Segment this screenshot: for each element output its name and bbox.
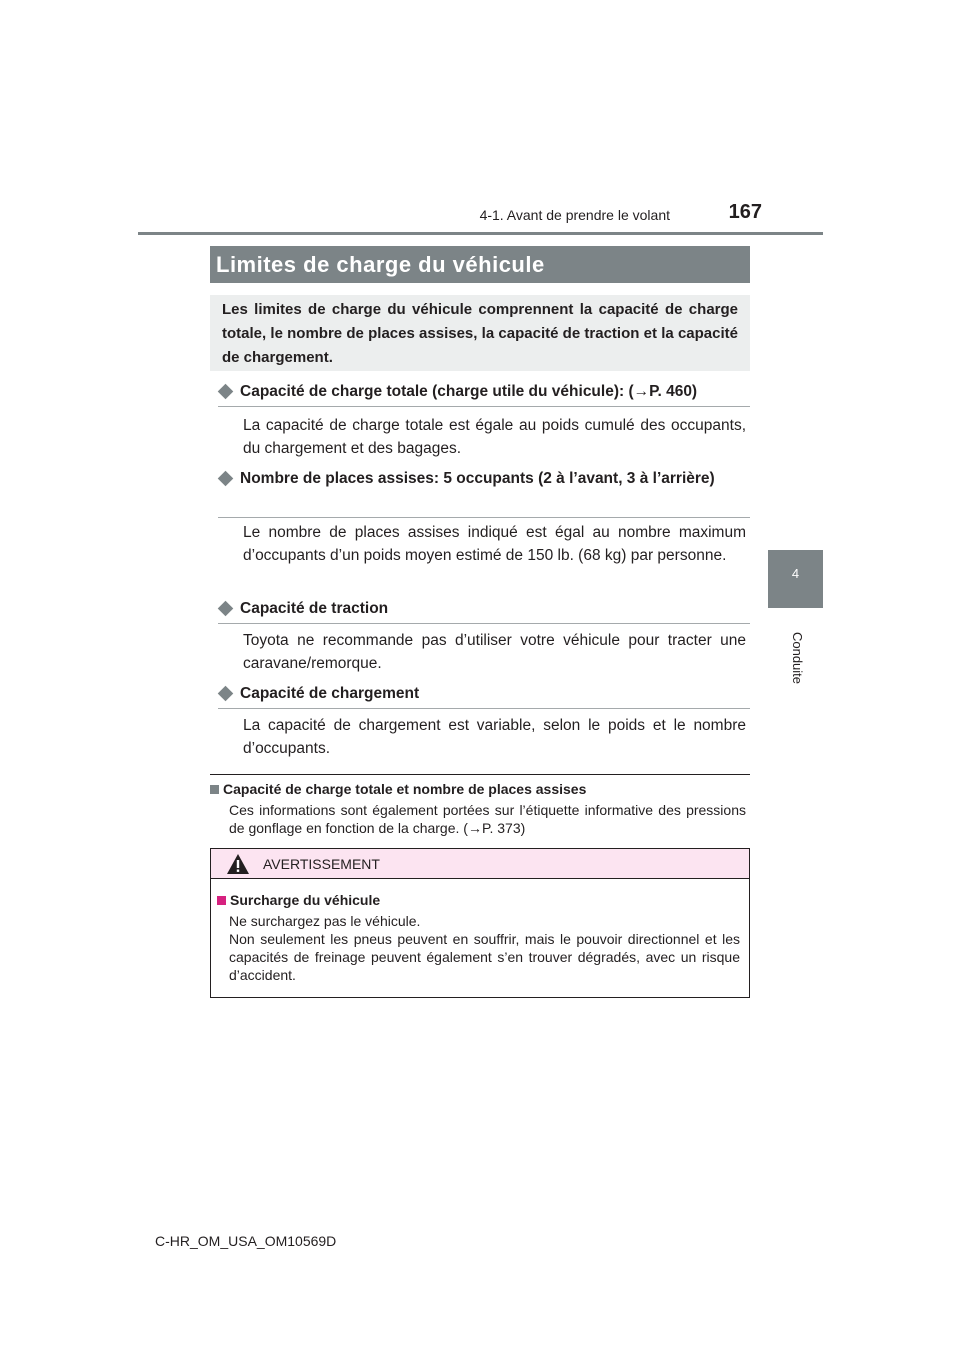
- section-body-towing: Toyota ne recommande pas d’utiliser votre véhicule pour tracter une caravane/remorque.: [243, 632, 746, 672]
- section-body-cargo: La capacité de chargement est variable, selon le poids et le nombre d’occupants.: [243, 717, 746, 757]
- note-heading-text: Capacité de charge totale et nombre de places assises: [223, 781, 587, 797]
- note-body: Ces informations sont également portées sur l’étiquette informative des pressions de gonflage en fonction de la charge. (→P. 373): [229, 802, 746, 836]
- section-heading-cargo: [218, 682, 750, 709]
- note-divider: [210, 774, 750, 775]
- warning-box: [210, 848, 750, 998]
- section-divider: [218, 517, 750, 518]
- diamond-bullet-icon: [218, 686, 234, 702]
- square-bullet-icon: [217, 896, 226, 905]
- section-heading-text: Capacité de charge totale (charge utile du véhicule): (→P. 460): [240, 383, 698, 400]
- chapter-label: Conduite: [790, 631, 805, 685]
- warning-subheading-text: Surcharge du véhicule: [230, 892, 381, 908]
- chapter-tab: [768, 550, 823, 608]
- warning-header: [211, 849, 749, 879]
- warning-title: AVERTISSEMENT: [263, 856, 380, 872]
- diamond-bullet-icon: [218, 384, 234, 400]
- section-heading-total-capacity: [218, 380, 750, 407]
- warning-subheading: [217, 892, 380, 908]
- square-bullet-icon: [210, 785, 219, 794]
- section-heading-towing: [218, 597, 750, 624]
- section-heading-text: Capacité de chargement: [240, 685, 420, 702]
- document-code: C-HR_OM_USA_OM10569D: [155, 1233, 337, 1249]
- note-heading: [210, 781, 750, 797]
- intro-box: [210, 295, 750, 371]
- section-heading-seating: [218, 467, 750, 493]
- section-body-total-capacity: La capacité de charge totale est égale au poids cumulé des occupants, du chargement et des bagages.: [243, 417, 746, 457]
- warning-triangle-icon: [226, 853, 250, 875]
- diamond-bullet-icon: [218, 601, 234, 617]
- page-title: Limites de charge du véhicule: [210, 246, 750, 283]
- chapter-number: 4: [791, 566, 800, 581]
- diamond-bullet-icon: [218, 471, 234, 487]
- page-number: 167: [728, 201, 762, 223]
- header-section-title: 4-1. Avant de prendre le volant: [479, 207, 670, 223]
- warning-line-1: Ne surchargez pas le véhicule.: [229, 913, 421, 929]
- header-divider: [138, 232, 823, 235]
- section-heading-text: Nombre de places assises: 5 occupants (2 à l’avant, 3 à l’arrière): [240, 470, 715, 487]
- section-body-seating: Le nombre de places assises indiqué est égal au nombre maximum d’occupants d’un poids moyen estimé de 150 lb. (68 kg) par personne.: [243, 524, 746, 564]
- warning-line-2: Non seulement les pneus peuvent en souffrir, mais le pouvoir directionnel et les capacités de freinage peuvent également s’en trouver dégradés, avec un risque d’accident.: [229, 931, 740, 983]
- section-heading-text: Capacité de traction: [240, 600, 389, 617]
- warning-text: [229, 912, 740, 984]
- intro-text: Les limites de charge du véhicule comprennent la capacité de charge totale, le nombre de places assises, la capacité de traction et la capacité de chargement.: [222, 301, 738, 366]
